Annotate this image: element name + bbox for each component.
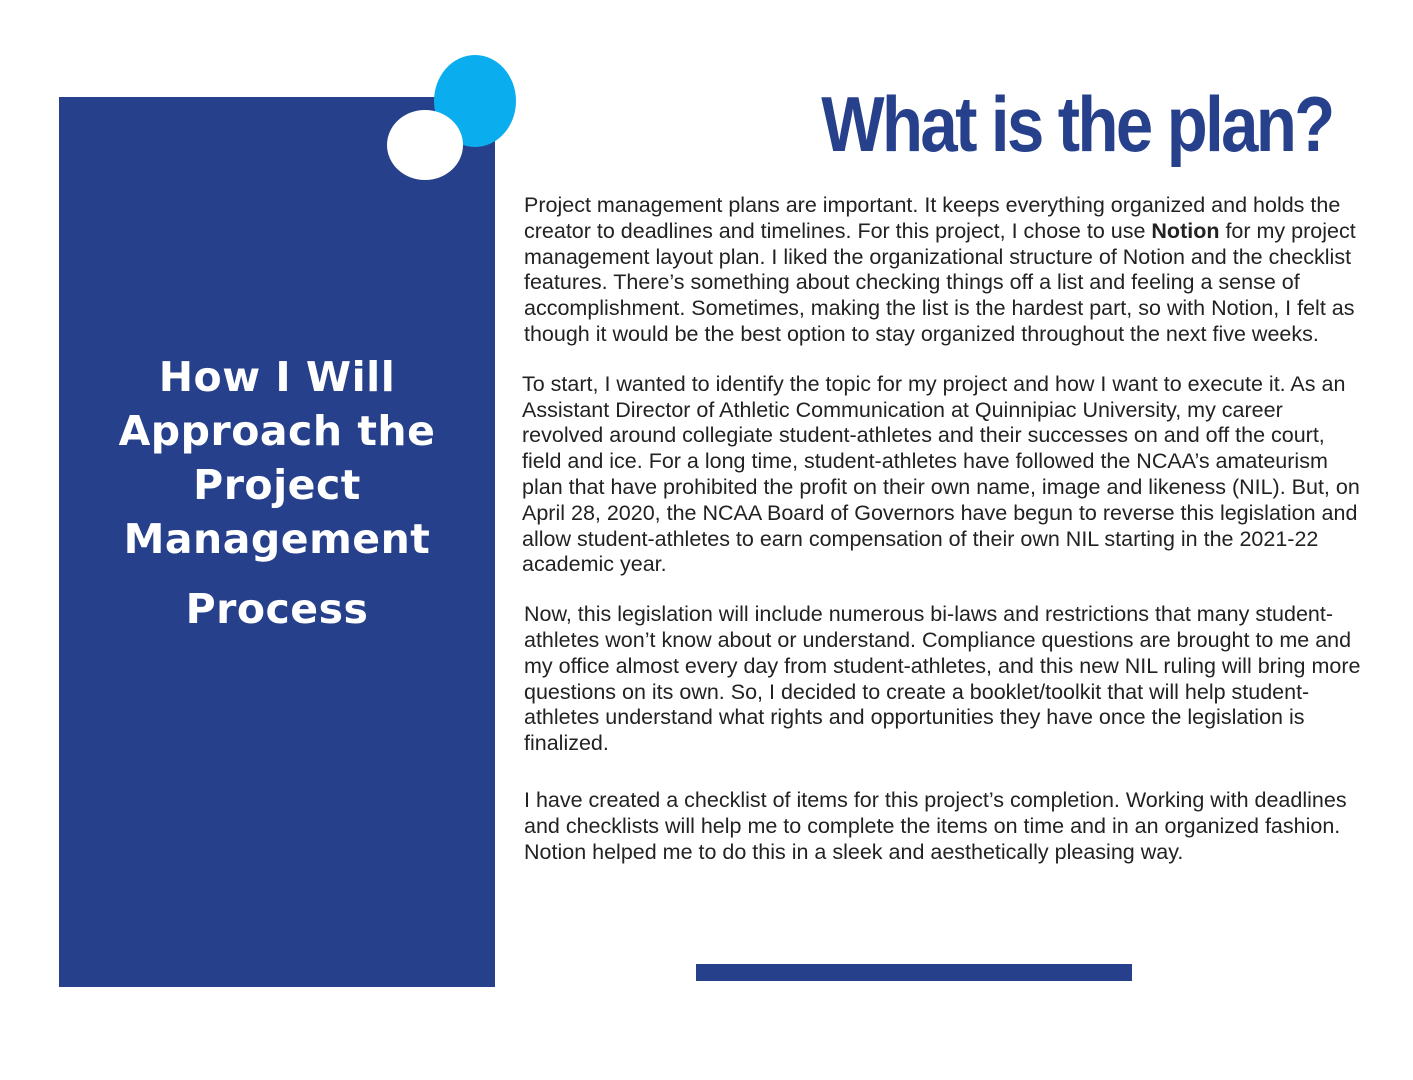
notion-emphasis: Notion bbox=[1151, 218, 1220, 243]
body-text bbox=[524, 193, 1364, 865]
page-title: What is the plan? bbox=[821, 80, 1333, 168]
paragraph-intro bbox=[524, 193, 1364, 348]
paragraph-checklist: I have created a checklist of items for this project’s completion. Working with deadlines and checklists will help me to complete the items on time and in an organized fashion. Notion helped me to do this in a sleek and aesthetically pleasing way. bbox=[524, 787, 1347, 864]
sidebar-title-line: Process bbox=[185, 585, 369, 633]
sidebar-title-line: Management bbox=[123, 515, 431, 563]
white-circle-decoration bbox=[387, 110, 463, 180]
paragraph-text: Project management plans are important. It keeps everything organized and holds the creator to deadlines and timelines. For this project, I chose to use bbox=[524, 193, 1341, 243]
paragraph-text: for my project management layout plan. I liked the organizational structure of Notion and the checklist features. There’s something about checking things off a list and feeling a sense of accomplishment. Sometimes, making the list is the hardest part, so with Notion, I felt as though it would be the best option to stay organized throughout the next five weeks. bbox=[524, 218, 1356, 346]
paragraph-topic: To start, I wanted to identify the topic for my project and how I want to execute it. As an Assistant Director of Athletic Communication at Quinnipiac University, my career revolved around collegiate student-athletes and their successes on and off the court, field and ice. For a long time, student-athletes have followed the NCAA’s amateurism plan that have prohibited the profit on their own name, image and likeness (NIL). But, on April 28, 2020, the NCAA Board of Governors have begun to reverse this legislation and allow student-athletes to earn compensation of their own NIL starting in the 2021-22 academic year. bbox=[522, 371, 1360, 577]
bottom-accent-bar bbox=[696, 964, 1132, 981]
sidebar-title-line: Project bbox=[193, 461, 361, 509]
paragraph-legislation: Now, this legislation will include numerous bi-laws and restrictions that many student-athletes won’t know about or understand. Compliance questions are brought to me and my office almost every day from student-athletes, and this new NIL ruling will bring more questions on its own. So, I decided to create a booklet/toolkit that will help student-athletes understand what rights and opportunities they have once the legislation is finalized. bbox=[524, 602, 1361, 756]
sidebar-title-line: How I Will bbox=[158, 353, 396, 401]
sidebar-title-line: Approach the bbox=[118, 407, 436, 455]
sidebar-title bbox=[59, 350, 495, 636]
